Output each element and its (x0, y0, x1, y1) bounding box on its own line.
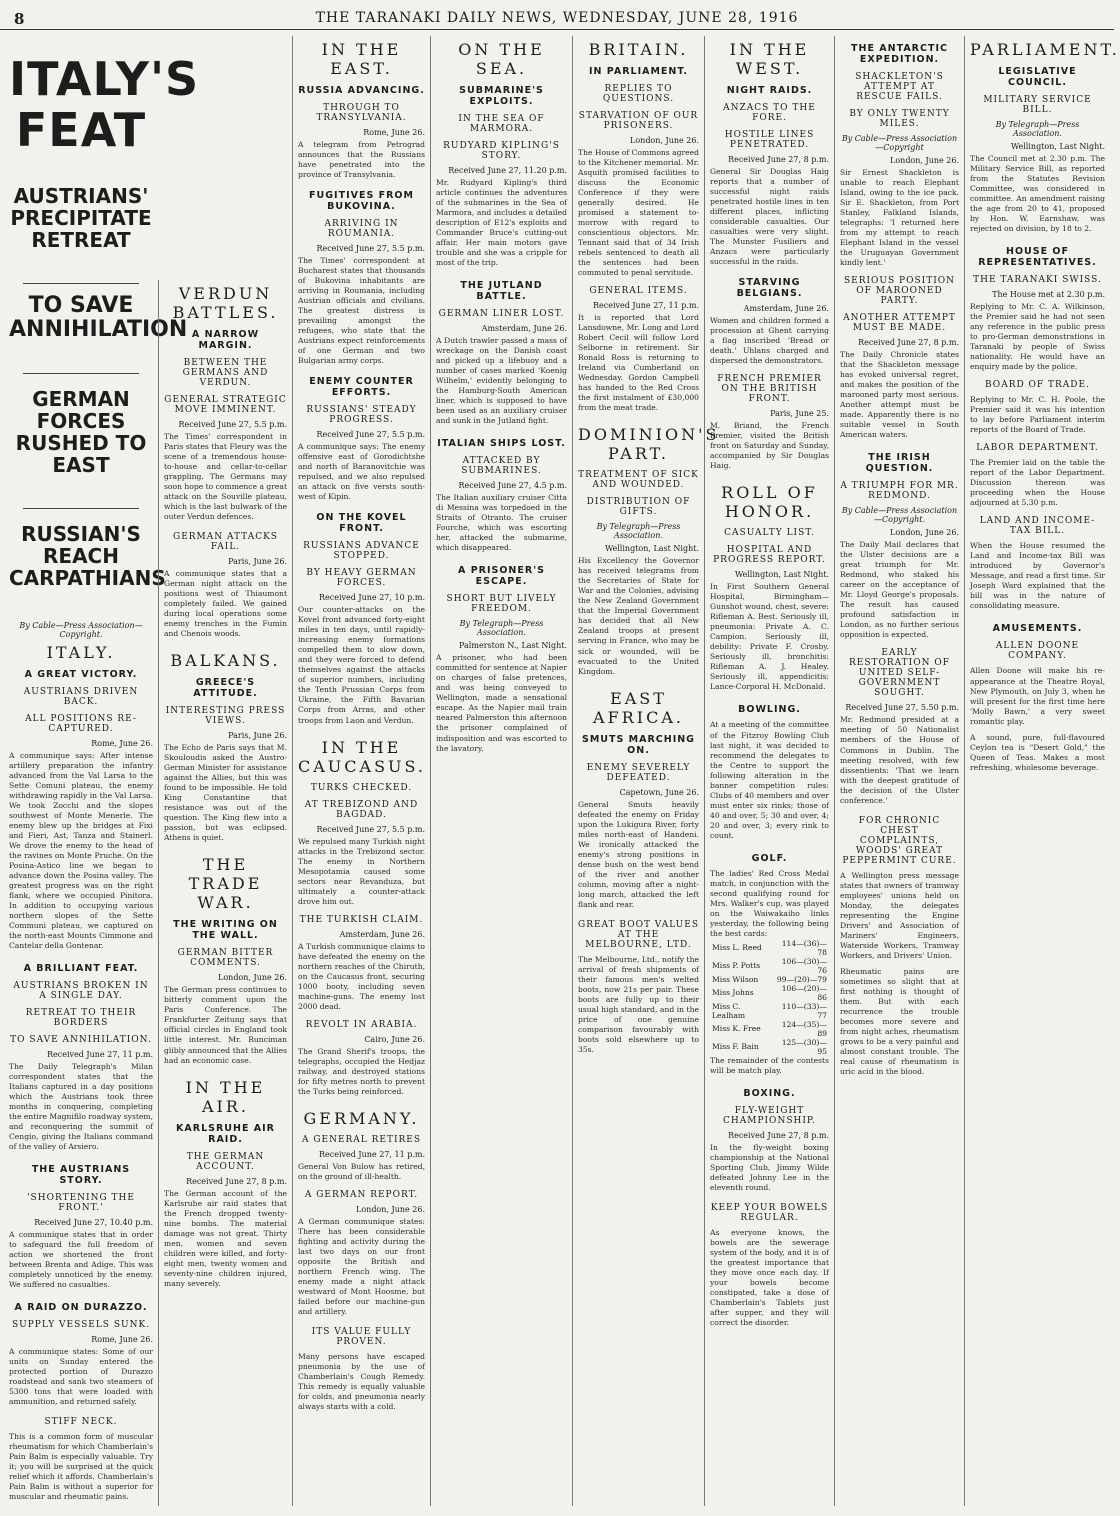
section-title: BOXING. (743, 1087, 796, 1099)
subheading: AT TREBIZOND AND BAGDAD. (304, 799, 419, 820)
dateline: Palmerston N., Last Night. (459, 641, 567, 651)
article-body: General Smuts heavily defeated the enemy on Friday upon the Lukigura River, forty miles north-east of Handeni. We ironically attacked the enemy's strong positions in dense bush on the west bend of the river and another column, moving after a night-long march, attacked the left flank and rear. (578, 799, 699, 909)
advert-title: GREAT BOOT VALUES AT THE MELBOURNE, LTD. (578, 919, 700, 950)
byline: By Telegraph—Press Association. (459, 619, 544, 638)
advert-title: KEEP YOUR BOWELS REGULAR. (710, 1202, 829, 1223)
section-title: A RAID ON DURAZZO. (14, 1302, 148, 1314)
subheading: GERMAN BITTER COMMENTS. (177, 948, 274, 969)
article-body: Replying to Mr. C. A. Wilkinson, the Premier said he had not seen any reference in the public press to pro-German demonstrations in Taranaki by people of Swiss nationality. He would have an enquiry made by the police. (970, 302, 1105, 372)
article-body: Women and children formed a procession at Ghent carrying a flag inscribed 'Bread or death.' Uhlans charged and dispersed the demonstrators. (710, 316, 829, 366)
dateline: Received June 27, 5.50 p.m. (845, 703, 959, 713)
subheading: A GREAT VICTORY. (24, 668, 138, 680)
article-body: A communique says: The enemy offensive east of Gorodichtshe and north of Baranovitchie was repulsed, and we also repulsed an attack on five versts south-west of Kipin. (298, 442, 425, 502)
subheading: SMUTS MARCHING ON. (582, 733, 695, 756)
article-body: The Daily Chronicle states that the Shackleton message has evoked universal regret, and makes the position of the marooned party most serious. Another attempt must be made. Apparently there is no suitable vessel in South American waters. (840, 350, 959, 440)
subheading: LAND AND INCOME-TAX BILL. (979, 516, 1096, 537)
subheading: TO SAVE ANNIHILATION. (10, 1034, 152, 1045)
subheading: AUSTRIANS BROKEN IN A SINGLE DAY. (13, 980, 149, 1001)
player-score: 124—(35)—89 (781, 1019, 827, 1038)
article-body: The Times' correspondent in Paris states that Fleury was the scene of a tremendous house-to-house and cellar-to-cellar grappling. The Germans may soon hope to commence a great attack on the Souville plateau, which is the last bulwark of the outer Verdun defences. (164, 432, 287, 522)
article-body: The remainder of the contests will be match play. (710, 1055, 829, 1075)
player-name: Miss C. Lealham (712, 1001, 746, 1020)
player-score: 106—(20)—86 (781, 983, 827, 1002)
section-title: ROLL OF HONOR. (721, 483, 818, 522)
subheading: RUDYARD KIPLING'S STORY. (443, 141, 560, 161)
subheading: EARLY RESTORATION OF UNITED SELF-GOVERNMENT SOUGHT. (849, 648, 950, 699)
advert-body: The Melbourne, Ltd., notify the arrival of fresh shipments of their famous men's welted boots, now 21s per pair. These boots are fully up to their usual high standard, and in the price of one genuine comparison favourably with boots sold elsewhere up to 35s. (578, 954, 699, 1054)
dateline: Received June 27, 11 p.m. (592, 301, 699, 311)
subheading: STARVING BELGIANS. (736, 277, 803, 300)
article-body: The Daily Telegraph's Milan correspondent states that the Italians captured in a day positions which the Austrians took three months in conquering, completing the entire Magnifilo roadway system, and reconquering the summit of Cengio, giving the Italians command of the valley of Arsiero. (9, 1061, 153, 1151)
divider (23, 508, 139, 509)
player-score: 99—(20)—79 (776, 974, 827, 984)
dateline: Received June 27, 10.40 p.m. (34, 1218, 153, 1228)
divider (23, 283, 139, 284)
subheading: REPLIES TO QUESTIONS. (602, 84, 675, 104)
subheading: AUSTRIANS DRIVEN BACK. (23, 686, 139, 707)
section-title: GOLF. (751, 852, 788, 864)
player-score: 125—(30)—95 (781, 1037, 827, 1056)
section-title: IN THE CAUCASUS. (298, 737, 426, 776)
byline: By Cable—Press Association—Copyright (841, 134, 958, 152)
subheading: ANZACS TO THE FORE. (723, 103, 816, 123)
dateline: Amsterdam, June 26. (339, 929, 425, 939)
subheading: TREATMENT OF SICK AND WOUNDED. (578, 470, 699, 491)
section-title: THE ANTARCTIC EXPEDITION. (851, 43, 948, 65)
section-title: IN THE AIR. (185, 1077, 266, 1116)
column-1 (4, 36, 200, 1506)
dateline: Wellington, Last Night. (604, 544, 699, 554)
divider (23, 373, 139, 374)
subheading: GERMAN ATTACKS FAIL. (173, 532, 278, 553)
player-name: Miss Johns (712, 988, 754, 998)
advert-title: ITS VALUE FULLY PROVEN. (311, 1327, 412, 1347)
dateline: Received June 27, 11.20 p.m. (448, 166, 567, 175)
player-score: 106—(30)—76 (781, 956, 827, 975)
dateline: Paris, June 25. (770, 409, 829, 419)
article-body: A German communique states: There has been considerable fighting and activity during the last two days on our front opposite the British and northern French wing. The enemy made a night attack westward of Mont Hoosme, but failed before our machine-gun and artillery. (298, 1216, 425, 1316)
subheading: GENERAL ITEMS. (589, 286, 688, 297)
dateline: London, June 26. (356, 1204, 425, 1214)
subheading: RUSSIA ADVANCING. (298, 85, 425, 96)
article-body: A communique states that in order to safeguard the full freedom of action we shortened the front between Brenta and Adige. This was completely unnoticed by the enemy. We suffered no casualties. (9, 1230, 153, 1290)
section-title: BALKANS. (170, 651, 281, 671)
article-body: A communique states: Some of our units on Sunday entered the protected portion of Durazzo roadstead and sank two steamers of 5300 tons that were loaded with ammunition, and returned safely. (9, 1347, 153, 1407)
dateline: Wellington, Last Night. (734, 570, 829, 580)
advert-body: A Wellington press message states that owners of tramway employees' unions held on Monday, the delegates representing the Engine Drivers' and Association of Mariners' Engineers, Waterside Workers, Tramway Workers, and Drivers' Union. (840, 870, 959, 960)
subheading: GERMAN LINER LOST. (438, 309, 565, 320)
headline-deck: RUSSIAN'S REACH CARPATHIANS (9, 521, 166, 590)
article-body: The German press continues to bitterly comment upon the Paris Conference. The Frankfurter Zeitung says that official circles in England took little interest. Mr. Runciman glibly announced that the Allies had an economic case. (164, 985, 287, 1065)
article-body: We repulsed many Turkish night attacks in the Trebizond sector. The enemy in Northern Mesopotamia caused some sectors near Revanduza, but ultimately a counter-attack drove him out. (298, 836, 425, 906)
subheading: LABOR DEPARTMENT. (976, 443, 1099, 454)
article-body: His Excellency the Governor has received telegrams from the Secretaries of State for War and the Colonies, advising the New Zealand Government that the Imperial Government has decided that all New Zealand troops at present serving in France, who may be sick or wounded, will be evacuated to the United Kingdom. (578, 556, 699, 676)
score-row (710, 957, 829, 975)
article-body: The Council met at 2.30 p.m. The Military Service Bill, as reported from the Statutes Revision Committee, was considered in committee. An amendment raising the age from 20 to 41, proposed by Hon. W. Earnshaw, was rejected on division, by 18 to 2. (970, 154, 1105, 234)
subheading: BOARD OF TRADE. (985, 380, 1090, 391)
dateline: Received June 27, 8 p.m. (858, 338, 959, 348)
subheading: ENEMY SEVERELY DEFEATED. (586, 762, 691, 783)
byline: By Telegraph—Press Association. (995, 120, 1080, 138)
newspaper-title: THE TARANAKI DAILY NEWS, WEDNESDAY, JUNE 28, 1916 (315, 10, 799, 26)
article-body: The ladies' Red Cross Medal match, in conjunction with the second qualifying round for Mrs. Walker's cup, was played on the Waiwakaiho links yesterday, the following being the best cards: (710, 868, 829, 938)
advert-body: Many persons have escaped pneumonia by the use of Chamberlain's Cough Remedy. This remedy is equally valuable for colds, and pneumonia nearly always starts with a cold. (298, 1352, 425, 1412)
subheading: RUSSIANS' STEADY PROGRESS. (306, 405, 417, 426)
player-name: Miss F. Bain (712, 1042, 759, 1052)
dateline: Received June 27, 5.5 p.m. (316, 244, 425, 254)
dateline: Received June 27, 8 p.m. (186, 1176, 287, 1186)
article-body: The Daily Mail declares that the Ulster decisions are a great triumph for Mr. Redmond, who staked his career on the acceptance of Mr. Lloyd George's proposals. The result has caused profound satisfaction in London, as no further serious opposition is expected. (840, 540, 959, 640)
player-name: Miss Wilson (712, 974, 759, 984)
section-title: THE TRADE WAR. (188, 855, 263, 913)
article-body: The Premier laid on the table the report of the Labor Department. Discussion thereon was proceeding when the House adjourned at 5.30 p.m. (970, 458, 1105, 508)
score-row (710, 1020, 829, 1038)
dateline: Paris, June 26. (228, 557, 287, 567)
subheading: DISTRIBUTION OF GIFTS. (586, 497, 691, 518)
section-title: DOMINION'S PART. (578, 425, 720, 464)
subheading: ITALIAN SHIPS LOST. (437, 438, 566, 450)
subheading: A TRIUMPH FOR MR. REDMOND. (840, 481, 959, 502)
byline: By Telegraph—Press Association. (596, 522, 681, 541)
article-body: A telegram from Petrograd announces that the Russians have penetrated into the province of Transylvania. (298, 140, 425, 180)
dateline: Received June 27, 11 p.m. (318, 1149, 425, 1159)
dateline: Amsterdam, June 26. (743, 304, 829, 314)
article-body: The Italian auxiliary cruiser Citta di Messina was torpedoed in the Straits of Otranto. The cruiser Fourche, which was escorting her, attacked the submarine, which disappeared. (436, 493, 567, 553)
article-body: In First Southern General Hospital, Birmingham—Gunshot wound, chest, severe: Rifleman A. Best. Seriously ill, pneumonia: Private A. C. Campion. Seriously ill, debility: Private F. Crosby. Seriously ill, bronchitis: Rifleman A. J. Healey. Seriously ill, appendicitis: Lance-Corporal H. McDonald. (710, 582, 829, 692)
article-body: A prisoner, who had been committed for sentence at Napier on charges of false pretences, and was being conveyed to Wellington, made a sensational escape. As the Napier mail train neared Palmerston this afternoon the prisoner complained of indisposition and was escorted to the lavatory. (436, 653, 567, 753)
article-body: Mr. Redmond presided at a meeting of 50 Nationalist members of the House of Commons in Dublin. The meeting resolved, with few dissentients: 'That we learn with the deepest gratitude of the decision of the Ulster conference.' (840, 715, 959, 805)
article-body: In the fly-weight boxing championship at the National Sporting Club, Jimmy Wilde defeated Johnny Lee in the eleventh round. (710, 1142, 829, 1192)
dateline: Rome, June 26. (363, 128, 425, 137)
section-title: BRITAIN. (588, 40, 689, 59)
subheading: SUBMARINE'S EXPLOITS. (459, 85, 544, 107)
subheading: INTERESTING PRESS VIEWS. (165, 706, 286, 727)
section-title: PARLIAMENT. (970, 40, 1120, 59)
subheading: ON THE KOVEL FRONT. (316, 512, 407, 535)
subheading: ANOTHER ATTEMPT MUST BE MADE. (843, 313, 956, 334)
subheading: KARLSRUHE AIR RAID. (176, 1122, 275, 1145)
subheading: GENERAL STRATEGIC MOVE IMMINENT. (164, 395, 287, 415)
main-headline: ITALY'S FEAT (9, 52, 200, 157)
dateline: Received June 27, 10 p.m. (318, 593, 425, 603)
article-body: A Dutch trawler passed a mass of wreckage on the Danish coast and picked up a lifebuoy and a number of cases marked 'Koenig Wilhelm,' evidently belonging to the Hamburg-South American liner, which is supposed to have been used as an auxiliary cruiser and sunk in the Jutland fight. (436, 336, 567, 426)
dateline: Rome, June 26. (91, 1335, 153, 1345)
article-body: The Times' correspondent at Bucharest states that thousands of Bukovina inhabitants are arriving in Roumania, including Austrian officials and civilians. The greatest distress is prevailing amongst the refugees, who state that the Austrians expect reinforcements of one German and two Bulgarian army corps. (298, 256, 425, 366)
article-body: The German account of the Karlsruhe air raid states that the French dropped twenty-nine bombs. The material damage was not great. Thirty men, women and seven children were killed, and forty-eight men, twenty women and seventy-nine children injured, many severely. (164, 1188, 287, 1288)
section-title: BOWLING. (738, 704, 801, 716)
subheading: BY ONLY TWENTY MILES. (849, 109, 950, 129)
section-title: EAST AFRICA. (593, 688, 684, 727)
column-2 (158, 280, 292, 1506)
subheading: ALLEN DOONE COMPANY. (995, 641, 1080, 662)
dateline: Received June 27, 4.5 p.m. (458, 481, 567, 491)
dateline: Wellington, Last Night. (1010, 142, 1105, 151)
column-6 (704, 36, 834, 1506)
score-row (710, 975, 829, 984)
article-body: Replying to Mr. C. H. Poole, the Premier said it was his intention to lay before Parliament interim reports of the Board of Trade. (970, 395, 1105, 435)
page-number: 8 (14, 10, 25, 28)
masthead (0, 8, 1114, 30)
section-title: VERDUN BATTLES. (172, 284, 279, 322)
subheading: ATTACKED BY SUBMARINES. (461, 456, 542, 477)
subheading: THE TARANAKI SWISS. (973, 275, 1102, 286)
dateline: London, June 26. (890, 528, 959, 538)
article-body: The House of Commons agreed to the Kitchener memorial. Mr. Asquith promised facilities to discuss the Economic Conference if they were generally desired. He promised a statement to-morrow with regard to conscientious objectors. Mr. Tennant said that of 34 Irish rebels sentenced to death all the sentences had been commuted to penal servitude. (578, 148, 699, 278)
column-5 (572, 36, 720, 1506)
subheading: STARVATION OF OUR PRISONERS. (578, 111, 699, 131)
dateline: Rome, June 26. (91, 738, 153, 748)
subheading: A PRISONER'S ESCAPE. (458, 565, 545, 588)
subheading: SHORT BUT LIVELY FREEDOM. (446, 594, 557, 615)
column-3 (292, 36, 430, 1506)
article-body: At a meeting of the committee of the Fitzroy Bowling Club last night, it was decided to recommend the delegates to the Centre to support the following alteration in the banner competition rules: Clubs of 40 members and over must enter six rinks; those of 40 and over, 5; 30 and over, 4; 20 and over, 3; every rink to count. (710, 720, 829, 840)
advert-body: A sound, pure, full-flavoured Ceylon tea is "Desert Gold," the Queen of Teas. Makes a most refreshing, wholesome beverage. (970, 732, 1105, 772)
subheading: A GERMAN REPORT. (304, 1189, 419, 1200)
subheading: THE GERMAN ACCOUNT. (186, 1151, 265, 1172)
article-body: A communique says: After intense artillery preparation the infantry advanced from the Val Larsa to the Sette Comuni plateau, the enemy withdrawing rapidly in the Val Larsa. We took Zocchi and the slopes southwest of Monte Menerle. The enemy blew up the bridges at Fixi and Fieri, Ast, Tanza and Stainerl. We drove the enemy to the head of the ravines on Monte Pruche. On the Posina-Astico line we began to advance down the Posina valley. The greatest progress was on the right flank, where we occupied Pinitora. In addition to occupying various northern slopes of the Sette Communi plateau, we captured on the north-east Mounts Cimmone and Cantelar della Gontenar. (9, 750, 153, 950)
article-body: M. Briand, the French Premier, visited the British front on Saturday and Sunday, accompanied by Sir Douglas Haig. (710, 421, 829, 471)
section-title: A BRILLIANT FEAT. (23, 962, 139, 974)
headline-deck: AUSTRIANS' PRECIPITATE RETREAT (10, 184, 152, 253)
advert-title: FOR CHRONIC CHEST COMPLAINTS, WOODS' GREAT PEPPERMINT CURE. (842, 815, 957, 866)
dateline: London, June 26. (218, 973, 287, 983)
byline: By Cable—Press Association—Copyright. (19, 620, 143, 639)
subheading: HOSTILE LINES PENETRATED. (724, 130, 815, 150)
subheading: NIGHT RAIDS. (726, 85, 813, 96)
section-title: THE AUSTRIANS STORY. (31, 1164, 131, 1187)
subheading: BETWEEN THE GERMANS AND VERDUN. (182, 358, 269, 388)
dateline: Received June 27, 5.5 p.m. (316, 430, 425, 440)
subheading: BY HEAVY GERMAN FORCES. (306, 568, 417, 589)
score-row (710, 939, 829, 957)
subheading: RUSSIANS ADVANCE STOPPED. (303, 541, 420, 562)
article-body: General Von Bulow has retired, on the ground of ill-health. (298, 1161, 425, 1181)
section-title: HOUSE OF REPRESENTATIVES. (978, 246, 1097, 269)
section-title: AMUSEMENTS. (992, 623, 1083, 635)
subheading: ARRIVING IN ROUMANIA. (324, 219, 399, 240)
subheading: ENEMY COUNTER EFFORTS. (309, 376, 414, 399)
dateline: Capetown, June 26. (619, 787, 699, 797)
player-score: 114—(36)—78 (781, 938, 827, 957)
subheading: THE JUTLAND BATTLE. (460, 280, 543, 303)
advert-title: STIFF NECK. (44, 1417, 118, 1428)
advert-body: Rheumatic pains are sometimes so slight that at first nothing is thought of them. But with each recurrence the trouble becomes more severe and from night aches, rheumatism grows to be a very painful and almost constant trouble. The real cause of rheumatism is uric acid in the blood. (840, 966, 959, 1076)
advert-body: This is a common form of muscular rheumatism for which Chamberlain's Pain Balm is especially valuable. Try it; you will be surprised at the quick relief which it affords. Chamberlain's Pain Balm is without a superior for muscular and rheumatic pains. (9, 1432, 153, 1502)
article-body: Allen Doone will make his re-appearance at the Theatre Royal, New Plymouth, on July 3, when he will present for the first time here 'Molly Bawn,' a very sweet romantic play. (970, 666, 1105, 726)
golf-scores-table (710, 939, 829, 1056)
subheading: HOSPITAL AND PROGRESS REPORT. (713, 545, 826, 566)
player-name: Miss L. Reed (712, 943, 762, 953)
article-body: A communique states that a German night attack on the positions west of Thiaumont completely failed. We gained during local operations some enemy trenches in the Fumin and Chenois woods. (164, 569, 287, 639)
article-body: It is reported that Lord Lansdowne, Mr. Long and Lord Robert Cecil will follow Lord Selborne in retirement. Sir Ronald Ross is returning to Ireland via Cumberland on Wednesday. Gordon Campbell has handed to the Red Cross the first instalment of £30,000 from the meat trade. (578, 313, 699, 413)
subheading: 'SHORTENING THE FRONT.' (27, 1193, 135, 1214)
player-name: Miss P. Potts (712, 961, 761, 971)
dateline: Received June 27, 11 p.m. (46, 1049, 153, 1059)
score-row (710, 1038, 829, 1056)
headline-deck: GERMAN FORCES RUSHED TO EAST (15, 386, 147, 477)
score-row (710, 1002, 829, 1020)
subheading: REVOLT IN ARABIA. (305, 1019, 418, 1030)
subheading: THE WRITING ON THE WALL. (173, 919, 278, 942)
dateline: Paris, June 26. (228, 731, 287, 741)
section-title: ON THE SEA. (458, 40, 545, 78)
dateline: Received June 27, 5.5 p.m. (178, 420, 287, 429)
subheading: ALL POSITIONS RE-CAPTURED. (25, 713, 137, 734)
subheading: FUGITIVES FROM BUKOVINA. (309, 190, 414, 213)
player-name: Miss K. Free (712, 1024, 761, 1034)
subheading: MILITARY SERVICE BILL. (983, 95, 1092, 115)
subheading: GREECE'S ATTITUDE. (193, 677, 258, 700)
subheading: CASUALTY LIST. (724, 528, 815, 539)
subheading: LEGISLATIVE COUNCIL. (998, 66, 1077, 88)
article-body: Mr. Rudyard Kipling's third article continues the adventures of the submarines in the Sea of Marmora, and includes a detailed description of E12's exploits and Commander Bruce's cutting-out affair. Her main motors gave trouble and she was a cripple for most of the trip. (436, 178, 567, 268)
subheading: THROUGH TO TRANSYLVANIA. (316, 103, 407, 123)
player-score: 110—(33)—77 (781, 1001, 827, 1020)
subheading: FLY-WEIGHT CHAMPIONSHIP. (723, 1105, 816, 1126)
subheading: A NARROW MARGIN. (191, 329, 260, 351)
column-4 (430, 36, 572, 1506)
article-body: When the House resumed the Land and Income-tax Bill was introduced by Governor's Message, and read a first time. Sir Joseph Ward explained that the bill was in the nature of consolidating measure. (970, 541, 1105, 611)
column-8 (964, 36, 1120, 1506)
dateline: Received June 27, 5.5 p.m. (316, 824, 425, 834)
subheading: SHACKLETON'S ATTEMPT AT RESCUE FAILS. (855, 72, 944, 102)
subheading: FRENCH PREMIER ON THE BRITISH FRONT. (717, 374, 822, 405)
dateline: Received June 27, 8 p.m. (728, 155, 829, 164)
article-body: The Grand Sherif's troops, the telegraphs, occupied the Hedjaz railway, and destroyed stations for fifty metres north to prevent the Turks being reinforced. (298, 1046, 425, 1096)
score-row (710, 984, 829, 1002)
subheading: RETREAT TO THEIR BORDERS (25, 1007, 137, 1028)
dateline: Amsterdam, June 26. (481, 324, 567, 334)
article-body: Our counter-attacks on the Kovel front advanced forty-eight miles in ten days, until rapidly-increasing enemy formations compelled them to slow down, and they were forced to defend themselves against the attacks of superior numbers, including the Tenth Prussian Corps from Ukraine, the Fifth Bavarian Corps from Arras, and other troops from Laon and Verdun. (298, 605, 425, 725)
dateline: The House met at 2.30 p.m. (992, 290, 1105, 300)
subheading: A GENERAL RETIRES (301, 1134, 422, 1145)
article-body: Sir Ernest Shackleton is unable to reach Elephant Island, owing to the ice pack. Sir E. Shackleton, from Port Stanley, Falkland Islands, telegraphs: 'I returned here from my attempt to reach Elephant Island in the vessel the Uruguayan Government kindly lent.' (840, 168, 959, 268)
article-body: A Turkish communique claims to have defeated the enemy on the northern reaches of the Chiruth, on the Caucasus front, securing 1000 booty, including seven machine-guns. The enemy lost 2000 dead. (298, 941, 425, 1011)
subheading: SERIOUS POSITION OF MAROONED PARTY. (843, 276, 956, 307)
dateline: London, June 26. (630, 136, 699, 145)
dateline: Received June 27, 8 p.m. (728, 1130, 829, 1140)
section-title: IN THE WEST. (729, 40, 810, 78)
dateline: Cairo, June 26. (364, 1034, 425, 1044)
section-title: GERMANY. (303, 1108, 420, 1128)
section-title: ITALY. (46, 642, 116, 662)
article-body: The Echo de Paris says that M. Skouloudis asked the Austro-German Minister for assistance against the Allies, but this was found to be impossible. He told King Constantine that resistance was out of the question. The King flew into a passion, but was eclipsed. Athens is quiet. (164, 743, 287, 843)
subheading: TURKS CHECKED. (310, 782, 413, 793)
subheading: IN THE SEA OF MARMORA. (458, 114, 545, 134)
subheading: IN PARLIAMENT. (588, 66, 689, 77)
dateline: London, June 26. (890, 156, 959, 165)
section-title: THE IRISH QUESTION. (865, 452, 934, 475)
column-7 (834, 36, 964, 1506)
article-body: General Sir Douglas Haig reports that a number of successful night raids penetrated hostile lines in ten different places, inflicting considerable casualties. Our casualties were very slight. The Munster Fusiliers and Anzacs were particularly successful in the raids. (710, 167, 829, 267)
subheading: THE TURKISH CLAIM. (299, 914, 424, 925)
advert-body: As everyone knows, the bowels are the sewerage system of the body, and it is of the greatest importance that they move once each day. If your bowels become constipated, take a dose of Chamberlain's Tablets just after supper, and they will correct the disorder. (710, 1227, 829, 1328)
section-title: IN THE EAST. (321, 40, 402, 78)
byline: By Cable—Press Association—Copyright. (841, 506, 958, 525)
subheading: SUPPLY VESSELS SUNK. (11, 1320, 151, 1331)
headline-deck: TO SAVE ANNIHILATION (9, 293, 188, 343)
